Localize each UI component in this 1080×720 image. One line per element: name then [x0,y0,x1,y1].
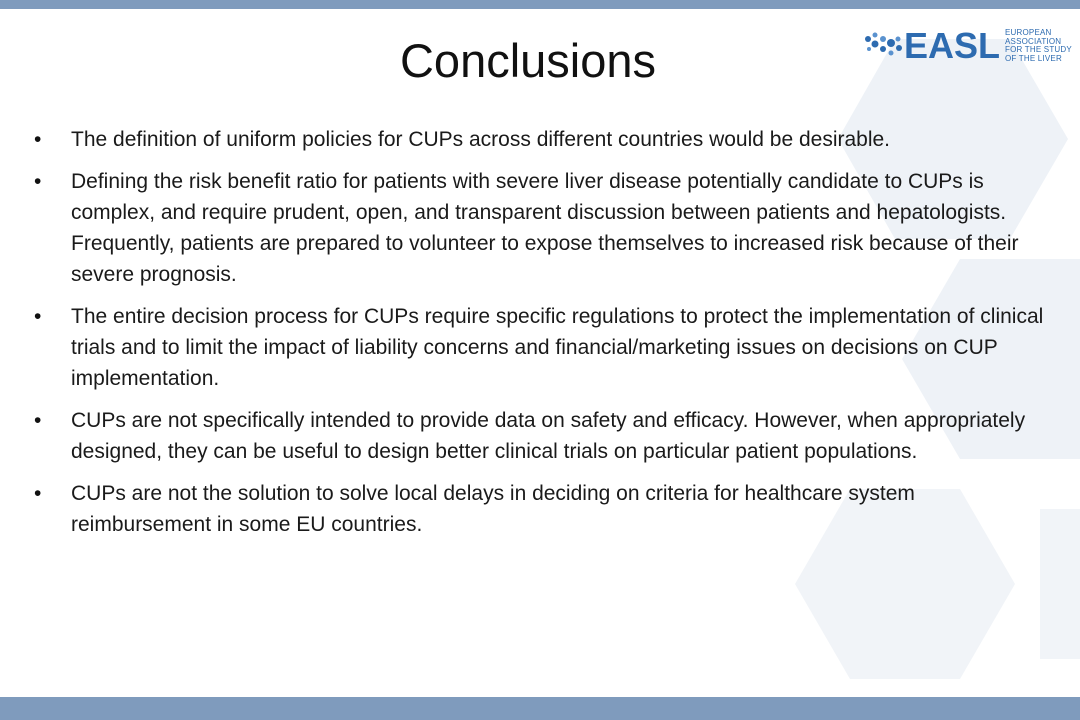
bottom-accent-bar [0,697,1080,720]
bullet-marker: • [34,482,42,505]
logo-wordmark: EASL [904,25,1001,66]
bullet-marker: • [34,170,42,193]
top-accent-bar [0,0,1080,9]
bullet-text: Defining the risk benefit ratio for patients with severe liver disease potentially candidate to CUPs is complex, and require prudent, open, and transparent discussion between patients and hepatologists. Frequently, patients are prepared to volunteer to expose themselves to increased risk because of their severe prognosis. [71,170,1019,286]
list-item [30,124,1060,155]
bullet-marker: • [34,305,42,328]
molecule-dots-icon [864,31,904,59]
logo-subtitle: EUROPEAN ASSOCIATION FOR THE STUDY OF THE LIVER [1005,28,1072,63]
bullet-text: CUPs are not the solution to solve local delays in deciding on criteria for healthcare system reimbursement in some EU countries. [71,482,915,536]
list-item [30,405,1060,467]
list-item [30,478,1060,540]
list-item [30,301,1060,394]
slide-title: Conclusions [399,34,657,87]
bullet-text: The entire decision process for CUPs require specific regulations to protect the implementation of clinical trials and to limit the impact of liability concerns and financial/marketing issues on decisions on CUP implementation. [71,305,1044,390]
conclusions-list [30,124,1060,551]
bullet-marker: • [34,128,42,151]
bullet-marker: • [34,409,42,432]
bullet-text: The definition of uniform policies for CUPs across different countries would be desirable. [71,128,891,151]
bullet-text: CUPs are not specifically intended to provide data on safety and efficacy. However, when appropriately designed, they can be useful to design better clinical trials on particular patient populations. [71,409,1026,463]
list-item [30,166,1060,290]
easl-logo [864,25,1080,66]
